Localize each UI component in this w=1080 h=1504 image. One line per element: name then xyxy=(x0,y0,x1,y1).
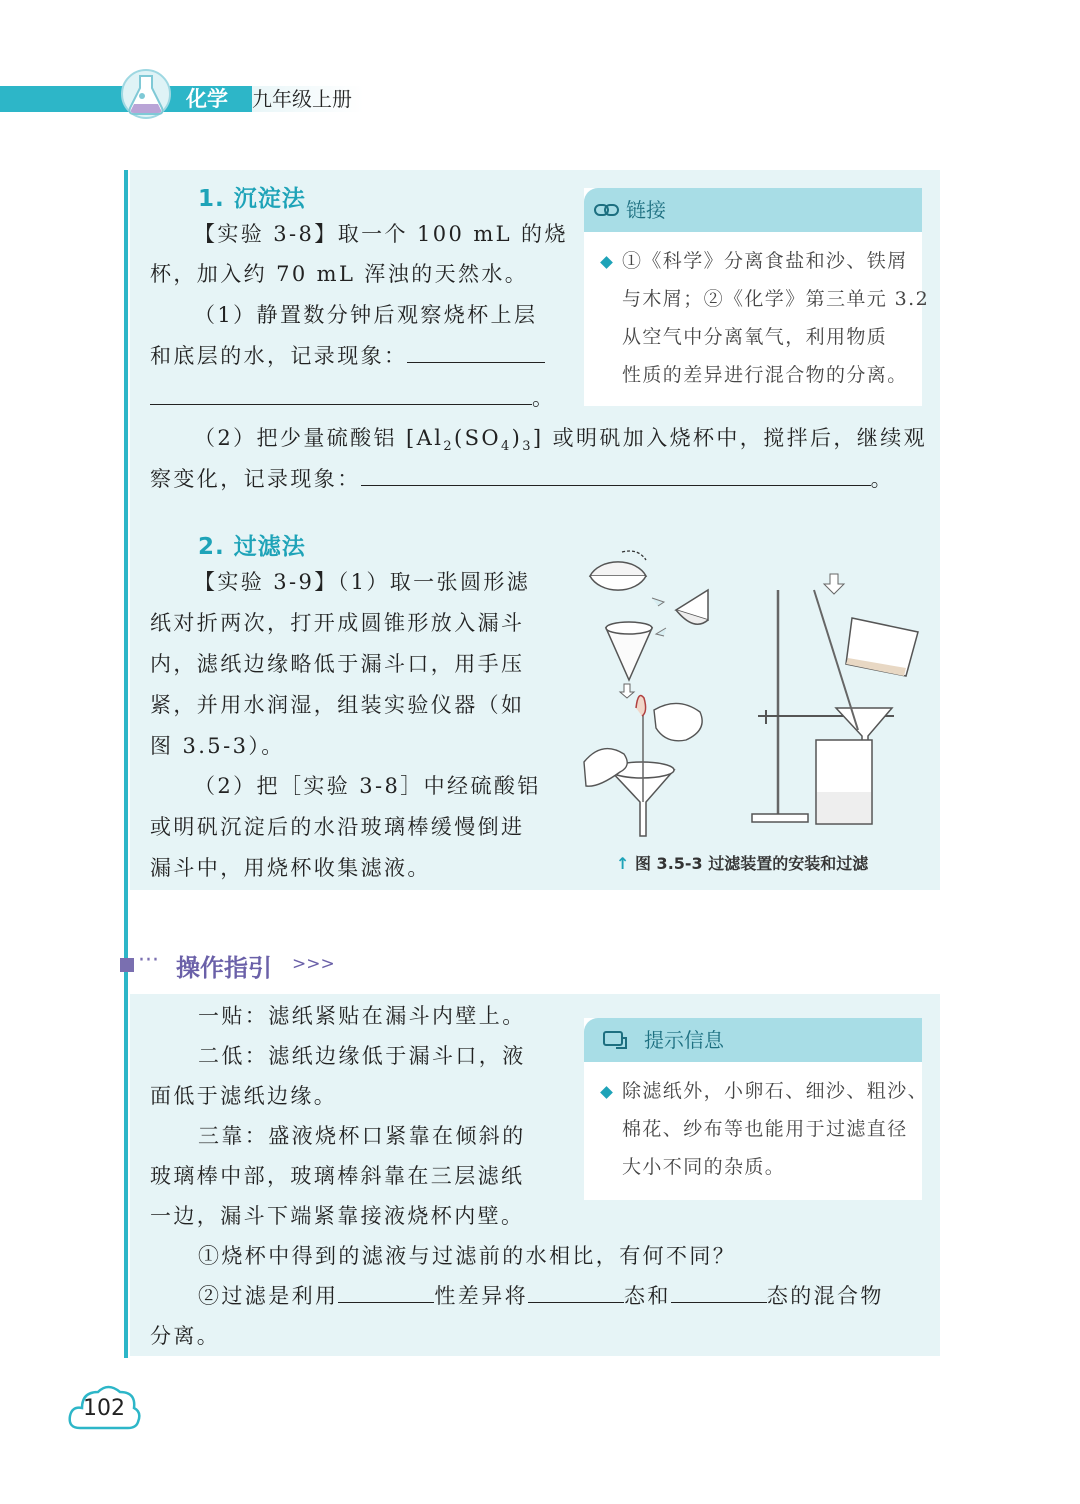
formula-subscript: 3 xyxy=(522,439,533,455)
paragraph-line: 【实验 3-9】（1）取一张圆形滤 xyxy=(194,570,531,594)
operation-guide-title: 操作指引 xyxy=(176,954,272,982)
section-title-sedimentation: 1. 沉淀法 xyxy=(198,186,306,212)
link-line: ①《科学》分离食盐和沙、铁屑 xyxy=(622,250,908,272)
hands-holding-funnel-illustration xyxy=(584,696,702,836)
link-line: 与木屑；②《化学》第三单元 3.2 xyxy=(622,288,930,310)
paragraph-line: 图 3.5-3）。 xyxy=(150,734,285,758)
link-box-header xyxy=(584,188,922,232)
answer-blank[interactable] xyxy=(361,461,871,486)
guide-line: 三靠：盛液烧杯口紧靠在倾斜的 xyxy=(198,1124,526,1148)
hint-line: 除滤纸外，小卵石、细沙、粗沙、 xyxy=(622,1080,929,1102)
header-bar xyxy=(0,86,128,112)
link-box xyxy=(584,188,930,406)
observation-prompt: 和底层的水，记录现象： xyxy=(150,344,408,368)
guide-line: 二低：滤纸边缘低于漏斗口，液 xyxy=(198,1044,526,1068)
question-text: 性差异将 xyxy=(434,1284,529,1308)
filter-paper-folding-illustration xyxy=(590,551,708,698)
subject-label: 化学 xyxy=(186,86,228,111)
guide-line: 一边，漏斗下端紧靠接液烧杯内壁。 xyxy=(150,1204,525,1228)
paragraph-line: （1）静置数分钟后观察烧杯上层 xyxy=(194,303,538,327)
section-title-filtration: 2. 过滤法 xyxy=(198,534,306,560)
bullet-diamond-icon xyxy=(600,1086,613,1099)
hint-line: 棉花、纱布等也能用于过滤直径 xyxy=(622,1118,908,1140)
guide-line: 玻璃棒中部，玻璃棒斜靠在三层滤纸 xyxy=(150,1164,525,1188)
link-box-body xyxy=(584,232,930,406)
question-line: 分离。 xyxy=(150,1324,221,1348)
link-chain-icon xyxy=(594,201,620,219)
page-number-badge xyxy=(66,1378,142,1438)
period: 。 xyxy=(870,467,895,491)
formula-part: (SO xyxy=(453,426,501,450)
left-accent-rule xyxy=(124,170,128,1358)
paragraph-line: 紧，并用水润湿，组装实验仪器（如 xyxy=(150,693,525,717)
paragraph-line: 内，滤纸边缘略低于漏斗口，用手压 xyxy=(150,652,525,676)
formula-subscript: 2 xyxy=(443,439,454,455)
guide-arrows: >>> xyxy=(292,954,335,974)
page-number: 102 xyxy=(83,1396,125,1421)
link-box-title: 链接 xyxy=(626,198,666,222)
guide-line: 面低于滤纸边缘。 xyxy=(150,1084,338,1108)
observation-prompt: 察变化，记录现象： xyxy=(150,467,361,491)
hint-box-body xyxy=(584,1062,929,1200)
answer-blank[interactable] xyxy=(150,380,532,405)
hint-box xyxy=(584,1018,929,1200)
paragraph-line: （2）把少量硫酸铝 $[Al_2(SO_4)_3]$ 或明矾加入烧杯中，搅拌后，继续观 xyxy=(194,426,927,455)
guide-dots: ··· xyxy=(138,948,159,973)
paragraph-line xyxy=(150,378,555,418)
paragraph-line xyxy=(150,336,545,376)
paragraph-line: 或明矾沉淀后的水沿玻璃棒缓慢倒进 xyxy=(150,815,525,839)
figure-caption xyxy=(616,851,868,874)
question-text: 态和 xyxy=(624,1284,671,1308)
question-line xyxy=(198,1276,884,1316)
guide-marker-square xyxy=(120,958,134,972)
formula-part: （2）把少量硫酸铝 [Al xyxy=(194,426,444,450)
speech-bubble-icon xyxy=(602,1030,628,1050)
hint-line: 大小不同的杂质。 xyxy=(622,1156,786,1178)
period: 。 xyxy=(532,386,556,410)
answer-blank[interactable] xyxy=(407,338,545,363)
link-line: 性质的差异进行混合物的分离。 xyxy=(622,364,908,386)
paragraph-line xyxy=(150,459,894,499)
figure-caption-text: 图 3.5-3 过滤装置的安装和过滤 xyxy=(634,854,869,873)
flask-logo-icon xyxy=(118,66,178,120)
hint-box-title: 提示信息 xyxy=(644,1028,724,1052)
formula-subscript: 4 xyxy=(500,439,512,455)
paragraph-line: （2）把［实验 3-8］中经硫酸铝 xyxy=(194,774,541,798)
paragraph-line: 杯，加入约 70 mL 浑浊的天然水。 xyxy=(150,262,529,286)
hint-box-header xyxy=(584,1018,922,1062)
answer-blank[interactable] xyxy=(528,1278,624,1303)
book-title: 九年级上册 xyxy=(252,86,364,112)
paragraph-line: 纸对折两次，打开成圆锥形放入漏斗 xyxy=(150,611,525,635)
bullet-diamond-icon xyxy=(600,256,613,269)
ring-stand-apparatus xyxy=(752,574,918,824)
question-text: 态的混合物 xyxy=(766,1284,884,1308)
answer-blank[interactable] xyxy=(338,1278,434,1303)
guide-line: 一贴：滤纸紧贴在漏斗内壁上。 xyxy=(198,1004,526,1028)
answer-blank[interactable] xyxy=(671,1278,767,1303)
filtration-apparatus-figure xyxy=(576,540,932,845)
link-line: 从空气中分离氧气，利用物质 xyxy=(622,326,888,348)
caption-arrow-icon: ↑ xyxy=(616,854,630,873)
question-text: ②过滤是利用 xyxy=(198,1284,339,1308)
paragraph-line: 漏斗中，用烧杯收集滤液。 xyxy=(150,856,431,880)
paragraph-line: 【实验 3-8】取一个 100 mL 的烧 xyxy=(194,222,568,246)
formula-part: ] 或明矾加入烧杯中，搅拌后，继续观 xyxy=(532,426,927,450)
question-line: ①烧杯中得到的滤液与过滤前的水相比，有何不同？ xyxy=(198,1244,737,1268)
